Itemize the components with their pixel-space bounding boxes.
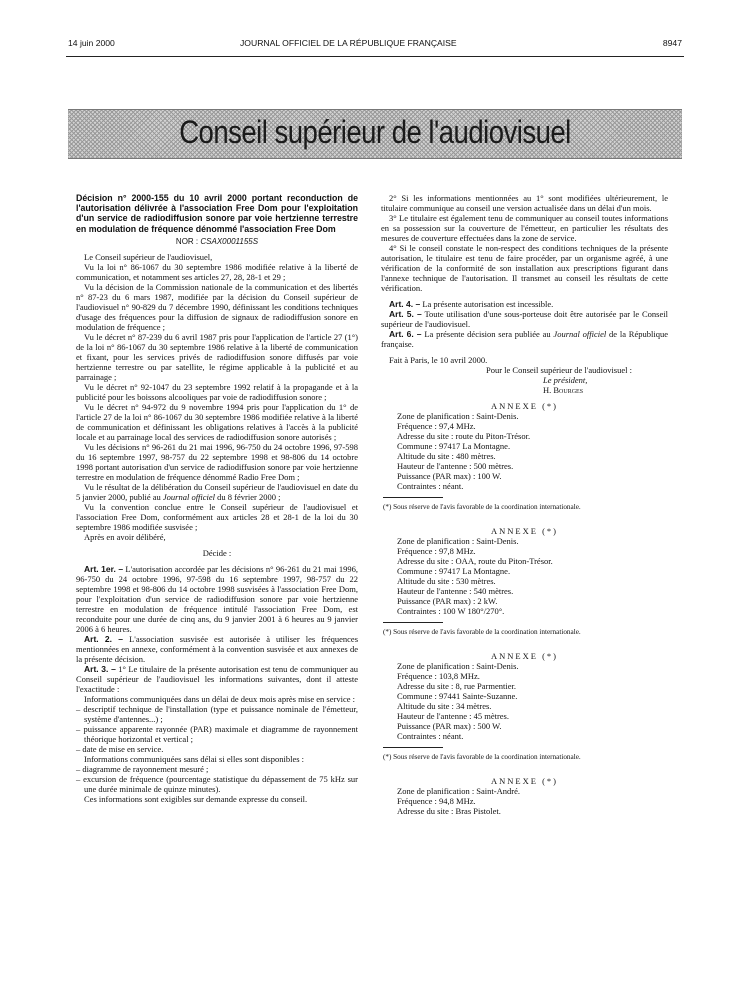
bullet-list-1 (76, 704, 358, 754)
numbered-paragraph: 4° Si le conseil constate le non-respect des conditions techniques de la présente autorisation, le titulaire est tenu de faire procéder, par un organisme agréé, à une vérification de la conformité de son installation aux prescriptions figurant dans l'annexe technique de l'autorisation. Il transmet au conseil les résultats de cette vérification. (381, 243, 668, 293)
annex-line: Fréquence : 97,4 MHz. (397, 421, 476, 431)
bullet-item: – excursion de fréquence (pourcentage statistique du dépassement de 75 kHz sur une durée minimale de quinze minutes). (76, 773, 358, 794)
annex-line: Fréquence : 94,8 MHz. (397, 796, 476, 806)
annex-heading: ANNEXE (*) (491, 526, 558, 536)
signature-role: Le président, (543, 375, 588, 385)
annex-line: Puissance (PAR max) : 500 W. (397, 721, 502, 731)
visas-list (76, 252, 358, 542)
annex-line: Adresse du site : Bras Pistolet. (397, 806, 501, 816)
annex-line: Hauteur de l'antenne : 540 mètres. (397, 586, 514, 596)
bullet-item: – diagramme de rayonnement mesuré ; (76, 763, 209, 774)
info-delay: Informations communiquées dans un délai de deux mois après mise en service : (84, 693, 355, 704)
signature-name: H. Bourges (543, 385, 584, 395)
visa-paragraph: Vu le décret n° 92-1047 du 23 septembre 1992 relatif à la propagande et à la publicité pour les boissons alcooliques par voie de radiodiffusion sonore ; (76, 381, 358, 402)
annex-line: Commune : 97441 Sainte-Suzanne. (397, 691, 518, 701)
header-rule (66, 56, 684, 57)
annex-footnote: (*) Sous réserve de l'avis favorable de la coordination internationale. (383, 753, 581, 761)
annex-footnote: (*) Sous réserve de l'avis favorable de la coordination internationale. (383, 628, 581, 636)
bullet-item: – date de mise en service. (76, 743, 164, 754)
article-6: Art. 6. – La présente décision sera publiée au Journal officiel de la République française. (381, 329, 668, 349)
footnote-rule (383, 747, 443, 748)
annex-line: Puissance (PAR max) : 2 kW. (397, 596, 498, 606)
annex-line: Contraintes : 100 W 180°/270°. (397, 606, 505, 616)
annex-line: Zone de planification : Saint-Denis. (397, 661, 519, 671)
annex-line: Zone de planification : Saint-Denis. (397, 536, 519, 546)
visa-paragraph: Vu les décisions n° 96-261 du 21 mai 1996, 96-750 du 24 octobre 1996, 97-598 du 16 septembre 1997, 98-757 du 22 septembre 1998 et 98-806 du 14 octobre 1998 portant autorisation d'un service de radiodiffusion sonore par voie hertzienne terrestre en modulation de fréquence dénommé Radio Free Dom ; (76, 441, 358, 482)
annex-heading: ANNEXE (*) (491, 401, 558, 411)
annex-footnote: (*) Sous réserve de l'avis favorable de la coordination internationale. (383, 503, 581, 511)
annex-line: Fréquence : 97,8 MHz. (397, 546, 476, 556)
annex-line: Commune : 97417 La Montagne. (397, 566, 511, 576)
article-2: Art. 2. – L'association susvisée est autorisée à utiliser les fréquences mentionnées en annexe, conformément à la convention susvisée et aux annexes de la présente décision. (76, 633, 359, 664)
annex-line: Altitude du site : 480 mètres. (397, 451, 496, 461)
annex-line: Adresse du site : route du Piton-Trésor. (397, 431, 531, 441)
header-page-number: 8947 (662, 38, 682, 48)
annex-line: Puissance (PAR max) : 100 W. (397, 471, 502, 481)
annex-line: Altitude du site : 530 mètres. (397, 576, 496, 586)
annex-line: Fréquence : 103,8 MHz. (397, 671, 480, 681)
numbered-paragraph: 2° Si les informations mentionnées au 1° sont modifiées ultérieurement, le titulaire communique au conseil une version actualisée dans un délai d'un mois. (381, 193, 668, 213)
annex-line: Hauteur de l'antenne : 45 mètres. (397, 711, 509, 721)
annex-heading: ANNEXE (*) (491, 651, 558, 661)
footnote-rule (383, 622, 443, 623)
article-5: Art. 5. – Toute utilisation d'une sous-porteuse doit être autorisée par le Conseil supérieur de l'audiovisuel. (381, 309, 668, 329)
article-4: Art. 4. – La présente autorisation est incessible. (389, 299, 554, 309)
annex-line: Adresse du site : OAA, route du Piton-Trésor. (397, 556, 553, 566)
signature-for: Pour le Conseil supérieur de l'audiovisuel : (485, 365, 632, 375)
numbered-paragraph: 3° Le titulaire est également tenu de communiquer au conseil toutes informations en sa possession sur la couverture de l'émetteur, en particulier les résultats des mesures de couverture effectuées dans la zone de service. (381, 213, 668, 243)
article-3-continued (381, 193, 668, 293)
annex-heading: ANNEXE (*) (491, 776, 558, 786)
page-header (68, 38, 682, 52)
right-column (381, 193, 668, 816)
visa-paragraph: Vu la décision de la Commission nationale de la communication et des libertés n° 87-23 du 6 mars 1987, modifiée par la décision du Conseil supérieur de l'audiovisuel n° 90-829 du 7 décembre 1990, définissant les conditions techniques d'usage des fréquences pour la diffusion de signaux de radiodiffusion sonore en modulation de fréquence ; (76, 281, 358, 332)
annex-line: Zone de planification : Saint-André. (397, 786, 520, 796)
annex-line: Commune : 97417 La Montagne. (397, 441, 511, 451)
decision-title: Décision n° 2000-155 du 10 avril 2000 portant reconduction de l'autorisation délivrée à l'association Free Dom pour l'exploitation d'un service de radiodiffusion sonore par voie hertzienne terrestre en modulation de fréquence dénommé l'association Free Dom (76, 193, 358, 234)
banner-title: Conseil supérieur de l'audiovisuel (179, 114, 571, 150)
visa-paragraph: Vu le décret n° 94-972 du 9 novembre 1994 pris pour l'application du 1° de l'article 27 de la loi n° 86-1067 du 30 septembre 1986 modifiée relative à la liberté de communication et définissant les obligations relatives à l'accès à la publicité locale et au parrainage local des services de radiodiffusion sonore autorisés ; (76, 401, 358, 442)
visa-paragraph: Vu la loi n° 86-1067 du 30 septembre 1986 modifiée relative à la liberté de communication, et notamment ses articles 27, 28, 28-1 et 29 ; (76, 261, 358, 282)
annex-line: Hauteur de l'antenne : 500 mètres. (397, 461, 514, 471)
annex-line: Altitude du site : 34 mètres. (397, 701, 492, 711)
bullet-item: – puissance apparente rayonnée (PAR) maximale et diagramme de rayonnement théorique horizontal et vertical ; (76, 723, 358, 744)
annexes-container (381, 401, 668, 816)
annex-line: Adresse du site : 8, rue Parmentier. (397, 681, 516, 691)
closing-sentence: Ces informations sont exigibles sur demande expresse du conseil. (84, 793, 308, 804)
bullet-list-2 (76, 764, 358, 794)
annex-line: Contraintes : néant. (397, 731, 464, 741)
place-date: Fait à Paris, le 10 avril 2000. (389, 355, 488, 365)
left-column (76, 193, 358, 804)
section-banner (68, 109, 682, 159)
article-3: Art. 3. – 1° Le titulaire de la présente autorisation est tenu de communiquer au Conseil supérieur de l'audiovisuel les informations suivantes, dont il atteste l'exactitude : (76, 663, 358, 694)
visa-paragraph: Vu le décret n° 87-239 du 6 avril 1987 pris pour l'application de l'article 27 (1°) de la loi n° 86-1067 du 30 septembre 1986 relative à la liberté de communication et fixant, pour les services privés de radiodiffusion sonore diffusés par voie hertzienne terrestre ou par satellite, le régime applicable à la publicité et au parrainage ; (76, 331, 358, 382)
article-1: Art. 1er. – L'autorisation accordée par les décisions n° 96-261 du 21 mai 1996, 96-750 du 24 octobre 1996, 97-598 du 16 septembre 1997, 98-757 du 22 septembre 1998 et 98-806 du 14 octobre 1998 susvisées à l'association Free Dom, pour l'exploitation d'un service de radiodiffusion sonore par voie hertzienne terrestre en modulation de fréquence intitulé l'association Free Dom, est reconduite pour une durée de cinq ans, du 9 janvier 2001 à 6 heures au 9 janvier 2006 à 6 heures. (76, 563, 359, 634)
header-date: 14 juin 2000 (68, 38, 115, 48)
visa-paragraph: Vu la convention conclue entre le Conseil supérieur de l'audiovisuel et l'association Free Dom, conformément aux articles 28 et 28-1 de la loi du 30 septembre 1986 modifiée susvisée ; (76, 501, 358, 532)
info-request: Informations communiquées sans délai si elles sont disponibles : (84, 753, 305, 764)
bullet-item: – descriptif technique de l'installation (type et puissance nominale de l'émetteur, système d'antennes...) ; (76, 703, 358, 724)
nor-reference: NOR : CSAX0001155S (175, 236, 259, 246)
header-journal-title: JOURNAL OFFICIEL DE LA RÉPUBLIQUE FRANÇAISE (240, 38, 457, 48)
annex-line: Contraintes : néant. (397, 481, 464, 491)
decide-heading: Décide : (202, 547, 232, 558)
visa-paragraph: Vu le résultat de la délibération du Conseil supérieur de l'audiovisuel en date du 5 janvier 2000, publié au Journal officiel du 8 février 2000 ; (76, 481, 358, 502)
preamble-line: Le Conseil supérieur de l'audiovisuel, (84, 251, 213, 262)
footnote-rule (383, 497, 443, 498)
visa-paragraph: Après en avoir délibéré, (84, 531, 166, 542)
annex-line: Zone de planification : Saint-Denis. (397, 411, 519, 421)
